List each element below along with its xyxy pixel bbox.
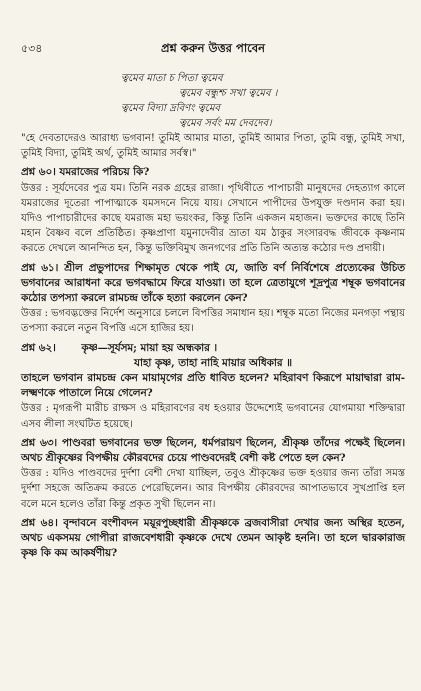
question-64: প্রশ্ন ৬৪। বৃন্দাবনে বংশীবদন ময়ূরপুচ্ছধারী শ্রীকৃষ্ণকে ব্রজবাসীরা দেখার জন্য অস্থির হতেন, অথচ একসময় গোপীরা রাজবেশধারী কৃষ্ণকে দেখে তেমন আকৃষ্ট হননি। তা হলে দ্বারকারাজ কৃষ্ণ কি কম আকর্ষণীয়? [21, 516, 405, 560]
question-63: প্রশ্ন ৬৩। পাণ্ডবরা ভগবানের ভক্ত ছিলেন, ধর্মপরায়ণ ছিলেন, শ্রীকৃষ্ণ তাঁদের পক্ষেই ছিলেন। অথচ শ্রীকৃষ্ণের বিপক্ষীয় কৌরবদের চেয়ে পাণ্ডবদেরই বেশী কষ্ট পেতে হল কেন? [21, 436, 405, 465]
question-62-label: প্রশ্ন ৬২। [21, 341, 56, 354]
answer-61: উত্তর : ভগবদ্ভক্তের নির্দেশ অনুসারে চললে বিপত্তির সমাধান হয়। শম্বূক মতো নিজের মনগড়া পন্থায় তপস্যা করলে নতুন বিপত্তি এসে হাজির হয়। [21, 308, 405, 335]
answer-62: উত্তর : মৃগরূপী মারীচ রাক্ষস ও মহিরাবণের বধ হওয়ার উদ্দেশ্যেই ভগবানের যোগমায়া শক্তিদ্বারা এসব লীলা সংঘটিত হয়েছে। [21, 403, 405, 430]
verse-line: ত্বমেব মাতা চ পিতা ত্বমেব [121, 73, 223, 84]
question-62: তাহলে ভগবান রামচন্দ্র কেন মায়ামৃগের প্রতি ধাবিত হলেন? মহিরাবণ কিরূপে মায়াদ্বারা রাম-লক্ষ্মণকে পাতালে নিয়ে গেলেন? [21, 372, 405, 400]
page-header-title: প্রশ্ন করুন উত্তর পাবেন [160, 41, 266, 55]
answer-60: উত্তর : সূর্যদেবের পুত্র যম। তিনি নরক গ্রহের রাজা। পৃথিবীতে পাপাচারী মানুষদের দেহত্যাগ কালে যমরাজের দূতেরা পাপাত্মাকে যমসদনে নিয়ে যায়। সেখানে পাপীদের উপযুক্ত দণ্ডদান করা হয়। যদিও পাপাচারীদের কাছে যমরাজ মহা ভয়ংকর, কিন্তু তিনি একজন মহাজন। ভক্তদের কাছে তিনি মহান বৈষ্ণব বলে প্রতিষ্ঠিত। কৃষ্ণপ্রাণা যমুনাদেবীর ভ্রাতা যম ঠাকুর সংসারবদ্ধ জীবকে কৃষ্ণনাম করতে দেখলে আনন্দিত হন, কিন্তু ভক্তিবিমুখ জনগণের প্রতি তিনি অত্যন্ত কঠোর দণ্ড প্রদায়ী। [21, 182, 405, 255]
question-62-heading [21, 341, 405, 356]
verse-line: ত্বমেব বিদ্যা দ্রবিণং ত্বমেব [121, 103, 220, 114]
question-62-verse-line-1: কৃষ্ণ—সূর্যসম; মায়া হয় অন্ধকার । [81, 341, 218, 354]
sanskrit-verse [21, 71, 405, 131]
verse-translation: "হে দেবতাদেরও আরাধ্য ভগবান! তুমিই আমার মাতা, তুমিই আমার পিতা, তুমি বন্ধু, তুমিই সখা, তুমিই বিদ্যা, তুমিই অর্থ, তুমিই আমার সর্বস্ব।" [21, 133, 405, 160]
question-62-verse-line-2: যাহা কৃষ্ণ, তাহা নাহি মায়ার অধিকার ॥ [134, 356, 292, 369]
verse-line: ত্বমেব সর্বং মম দেবদেব। [179, 118, 272, 129]
question-61: প্রশ্ন ৬১। শ্রীল প্রভুপাদের শিক্ষামৃত থেকে পাই যে, জাতি বর্ণ নির্বিশেষে প্রত্যেকের উচিত ভগবানের আরাধনা করে ভগবদ্ধামে ফিরে যাওয়া। তা হলে ত্রেতাযুগে শূদ্রপুত্র শম্বূক ভগবানের কঠোর তপস্যা করলে রামচন্দ্র তাঁকে হত্যা করলেন কেন? [21, 261, 405, 305]
page-number: ৫৩৪ [21, 42, 43, 55]
answer-63: উত্তর : যদিও পাণ্ডবদের দুর্দশা বেশী দেখা যাচ্ছিল, তবুও শ্রীকৃষ্ণের ভক্ত হওয়ার জন্য তাঁরা সমস্ত দুর্দশা সহজে অতিক্রম করতে পেরেছিলেন। আর বিপক্ষীয় কৌরবদের আপাতভাবে সুখপ্রাপ্তি হল বলে মনে হলেও তাঁরা কিন্তু প্রকৃত সুখী ছিলেন না। [21, 468, 405, 510]
verse-line: ত্বমেব বন্ধুশ্চ সখা ত্বমেব । [179, 88, 278, 99]
question-60: প্রশ্ন ৬০। যমরাজের পরিচয় কি? [21, 166, 150, 179]
